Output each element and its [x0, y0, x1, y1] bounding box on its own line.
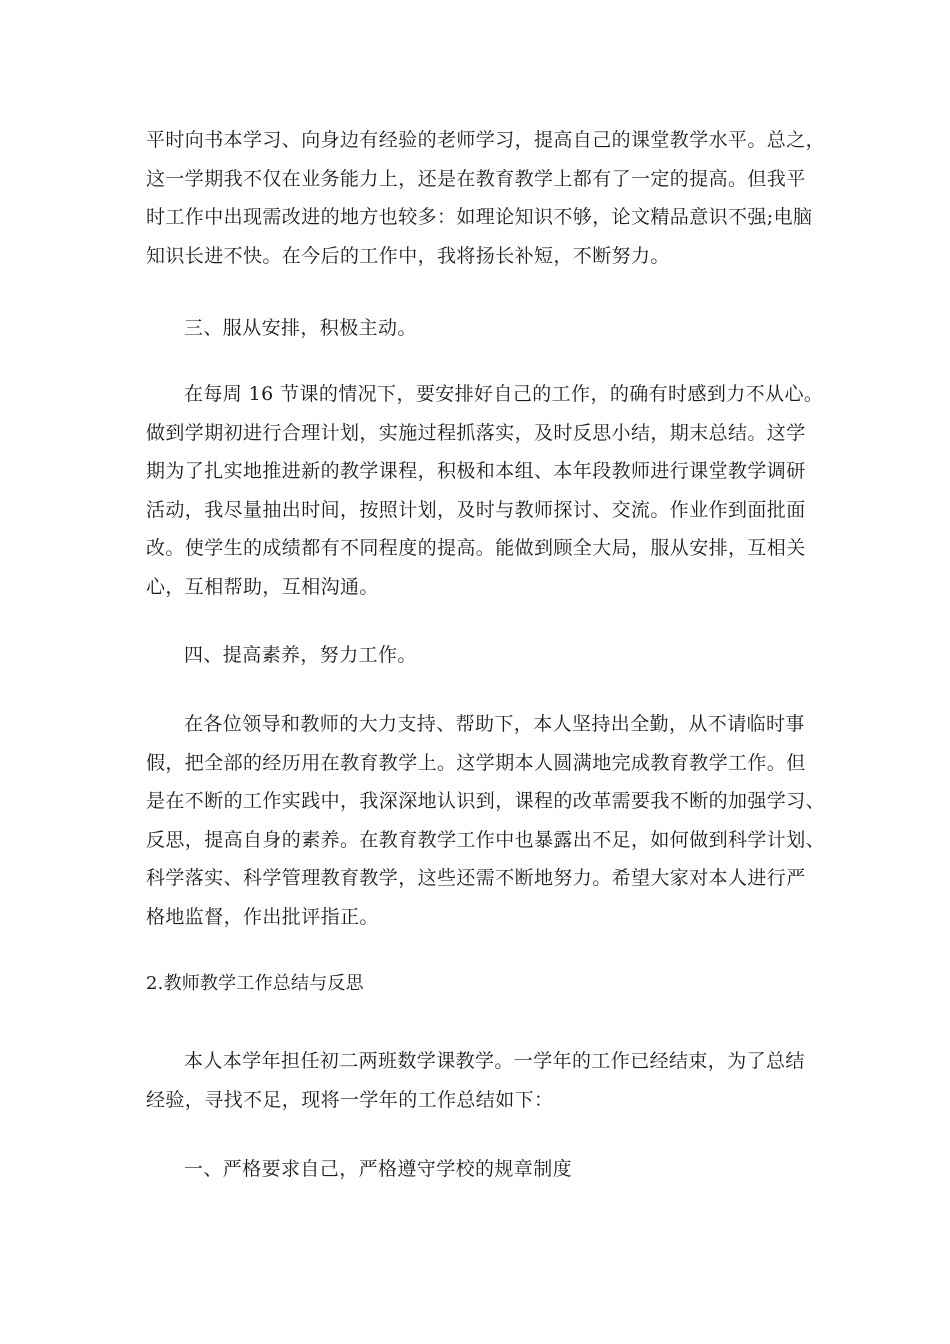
- text-line: 本人本学年担任初二两班数学课教学。一学年的工作已经结束，为了总结: [184, 1050, 805, 1072]
- text-line: 活动，我尽量抽出时间，按照计划，及时与教师探讨、交流。作业作到面批面: [146, 498, 806, 521]
- text-line: 在各位领导和教师的大力支持、帮助下，本人坚持出全勤，从不请临时事: [184, 713, 805, 735]
- text-line: 期为了扎实地推进新的教学课程，积极和本组、本年段教师进行课堂教学调研: [146, 460, 806, 482]
- text-line: 知识长进不快。在今后的工作中，我将扬长补短，不断努力。: [146, 244, 670, 267]
- section-title: 2.教师教学工作总结与反思: [146, 973, 364, 994]
- text-line: 这一学期我不仅在业务能力上，还是在教育教学上都有了一定的提高。但我平: [146, 167, 806, 190]
- heading-section-3: 三、服从安排，积极主动。: [184, 317, 417, 339]
- paragraph-quality: [146, 705, 826, 936]
- text-line: 做到学期初进行合理计划，实施过程抓落实，及时反思小结，期末总结。这学: [146, 421, 806, 444]
- text-line: 反思，提高自身的素养。在教育教学工作中也暴露出不足，如何做到科学计划、: [146, 828, 826, 851]
- paragraph-arrangement: [146, 375, 826, 606]
- text-line: 改。使学生的成绩都有不同程度的提高。能做到顾全大局，服从安排，互相关: [146, 537, 806, 559]
- text-line: 格地监督，作出批评指正。: [146, 905, 379, 928]
- text-line: 经验，寻找不足，现将一学年的工作总结如下：: [146, 1088, 554, 1111]
- text-line: 在每周 16 节课的情况下，要安排好自己的工作，的确有时感到力不从心。: [184, 383, 824, 405]
- text-line: 是在不断的工作实践中，我深深地认识到，课程的改革需要我不断的加强学习、: [146, 790, 826, 812]
- heading-section-1: 一、严格要求自己，严格遵守学校的规章制度: [184, 1158, 573, 1180]
- paragraph-intro: [146, 1042, 826, 1119]
- text-line: 时工作中出现需改进的地方也较多：如理论知识不够，论文精品意识不强;电脑: [146, 206, 813, 228]
- text-line: 平时向书本学习、向身边有经验的老师学习，提高自己的课堂教学水平。总之，: [146, 129, 826, 151]
- heading-section-4: 四、提高素养，努力工作。: [184, 644, 417, 666]
- text-line: 心，互相帮助，互相沟通。: [146, 575, 379, 598]
- text-line: 假，把全部的经历用在教育教学上。这学期本人圆满地完成教育教学工作。但: [146, 751, 806, 774]
- paragraph-summary: [146, 121, 826, 275]
- text-line: 科学落实、科学管理教育教学，这些还需不断地努力。希望大家对本人进行严: [146, 867, 806, 889]
